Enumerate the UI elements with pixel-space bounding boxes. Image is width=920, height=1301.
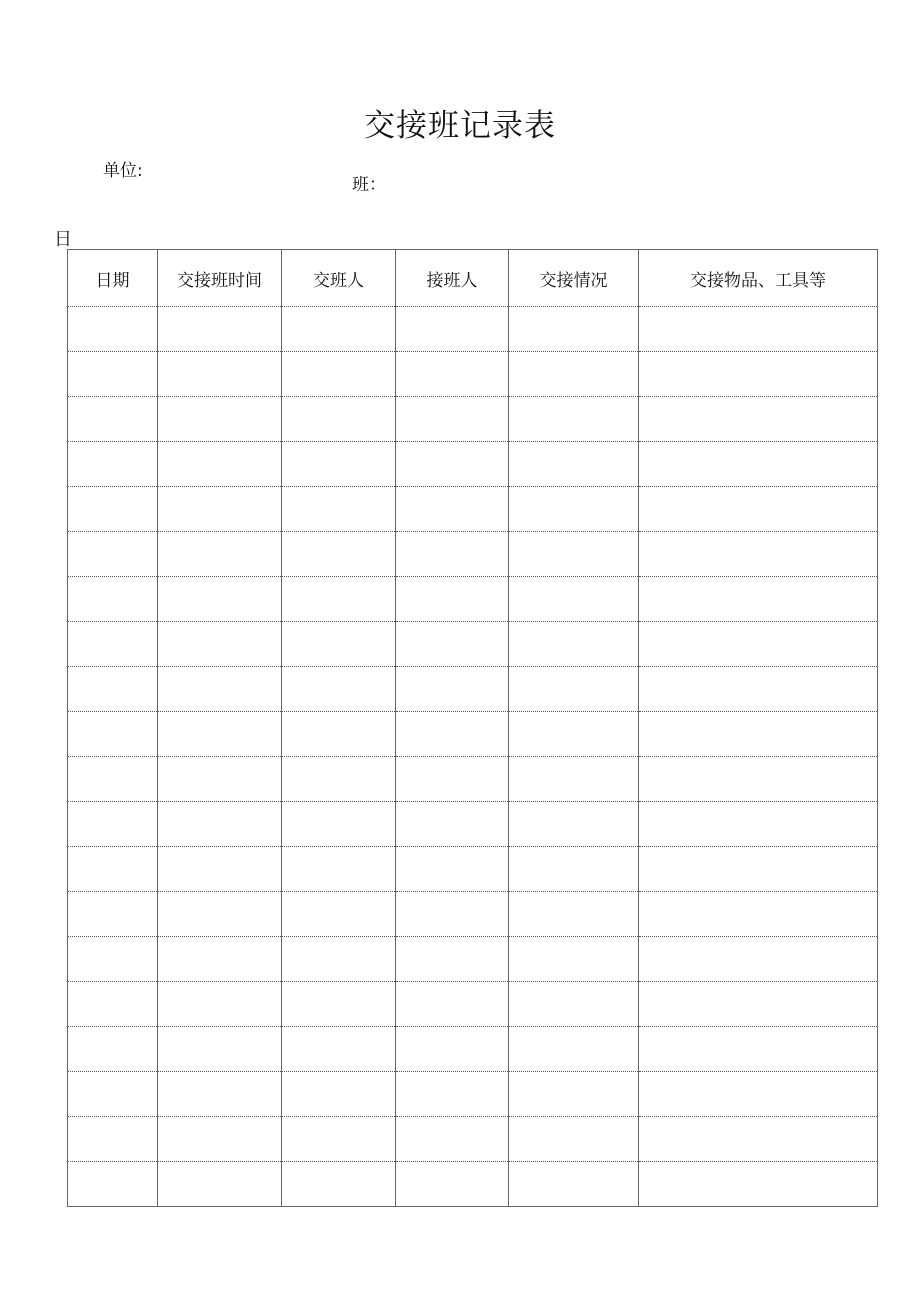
- items-tools-cell[interactable]: [639, 442, 878, 487]
- handover-status-cell[interactable]: [509, 982, 639, 1027]
- table-row: [68, 397, 878, 442]
- handover-status-cell[interactable]: [509, 847, 639, 892]
- items-tools-cell[interactable]: [639, 1162, 878, 1207]
- items-tools-cell[interactable]: [639, 892, 878, 937]
- table-row: [68, 982, 878, 1027]
- incoming-person-cell[interactable]: [396, 712, 509, 757]
- unit-label: 单位:: [103, 161, 143, 181]
- handover-time-cell[interactable]: [158, 442, 282, 487]
- items-tools-cell[interactable]: [639, 937, 878, 982]
- handover-status-cell[interactable]: [509, 442, 639, 487]
- table-row: [68, 442, 878, 487]
- outgoing-person-cell[interactable]: [282, 1162, 396, 1207]
- table-row: [68, 577, 878, 622]
- handover-time-cell[interactable]: [158, 802, 282, 847]
- date-cell[interactable]: [68, 622, 158, 667]
- date-cell[interactable]: [68, 757, 158, 802]
- handover-status-cell[interactable]: [509, 757, 639, 802]
- handover-status-cell[interactable]: [509, 937, 639, 982]
- incoming-person-cell[interactable]: [396, 937, 509, 982]
- table-row: [68, 1162, 878, 1207]
- outgoing-person-cell[interactable]: [282, 937, 396, 982]
- date-cell[interactable]: [68, 397, 158, 442]
- incoming-person-cell[interactable]: [396, 622, 509, 667]
- page-title: 交接班记录表: [364, 108, 556, 144]
- handover-time-cell[interactable]: [158, 622, 282, 667]
- handover-time-cell[interactable]: [158, 397, 282, 442]
- handover-time-cell[interactable]: [158, 892, 282, 937]
- items-tools-cell[interactable]: [639, 1027, 878, 1072]
- handover-record-table: [67, 249, 878, 1207]
- table-row: [68, 757, 878, 802]
- date-cell[interactable]: [68, 982, 158, 1027]
- items-tools-cell[interactable]: [639, 577, 878, 622]
- outgoing-person-cell[interactable]: [282, 802, 396, 847]
- incoming-person-cell[interactable]: [396, 667, 509, 712]
- items-tools-cell[interactable]: [639, 1117, 878, 1162]
- date-cell[interactable]: [68, 352, 158, 397]
- date-cell[interactable]: [68, 712, 158, 757]
- incoming-person-cell[interactable]: [396, 397, 509, 442]
- handover-time-cell[interactable]: [158, 307, 282, 352]
- items-tools-cell[interactable]: [639, 982, 878, 1027]
- items-tools-cell[interactable]: [639, 352, 878, 397]
- outgoing-person-cell[interactable]: [282, 577, 396, 622]
- items-tools-cell[interactable]: [639, 532, 878, 577]
- handover-time-cell[interactable]: [158, 1072, 282, 1117]
- handover-status-cell[interactable]: [509, 487, 639, 532]
- column-header-items-tools: 交接物品、工具等: [639, 250, 878, 307]
- outgoing-person-cell[interactable]: [282, 757, 396, 802]
- outgoing-person-cell[interactable]: [282, 982, 396, 1027]
- handover-time-cell[interactable]: [158, 712, 282, 757]
- date-cell[interactable]: [68, 892, 158, 937]
- handover-status-cell[interactable]: [509, 307, 639, 352]
- outgoing-person-cell[interactable]: [282, 1117, 396, 1162]
- handover-time-cell[interactable]: [158, 982, 282, 1027]
- table-row: [68, 352, 878, 397]
- handover-status-cell[interactable]: [509, 622, 639, 667]
- date-cell[interactable]: [68, 532, 158, 577]
- handover-time-cell[interactable]: [158, 487, 282, 532]
- table-row: [68, 847, 878, 892]
- table-row: [68, 667, 878, 712]
- items-tools-cell[interactable]: [639, 667, 878, 712]
- incoming-person-cell[interactable]: [396, 1117, 509, 1162]
- outgoing-person-cell[interactable]: [282, 1072, 396, 1117]
- incoming-person-cell[interactable]: [396, 982, 509, 1027]
- column-header-incoming-person: 接班人: [396, 250, 509, 307]
- incoming-person-cell[interactable]: [396, 307, 509, 352]
- handover-status-cell[interactable]: [509, 667, 639, 712]
- outgoing-person-cell[interactable]: [282, 1027, 396, 1072]
- table-header-row: [68, 250, 878, 307]
- handover-time-cell[interactable]: [158, 1117, 282, 1162]
- items-tools-cell[interactable]: [639, 757, 878, 802]
- outgoing-person-cell[interactable]: [282, 397, 396, 442]
- date-cell[interactable]: [68, 802, 158, 847]
- date-cell[interactable]: [68, 847, 158, 892]
- handover-time-cell[interactable]: [158, 757, 282, 802]
- table-row: [68, 1027, 878, 1072]
- table-row: [68, 307, 878, 352]
- incoming-person-cell[interactable]: [396, 802, 509, 847]
- table-row: [68, 802, 878, 847]
- outgoing-person-cell[interactable]: [282, 847, 396, 892]
- column-header-outgoing-person: 交班人: [282, 250, 396, 307]
- corner-label: 日: [54, 229, 72, 250]
- items-tools-cell[interactable]: [639, 712, 878, 757]
- handover-status-cell[interactable]: [509, 1117, 639, 1162]
- handover-status-cell[interactable]: [509, 397, 639, 442]
- handover-time-cell[interactable]: [158, 1162, 282, 1207]
- table-row: [68, 712, 878, 757]
- table-row: [68, 487, 878, 532]
- table-body: [68, 307, 878, 1207]
- handover-status-cell[interactable]: [509, 1072, 639, 1117]
- incoming-person-cell[interactable]: [396, 1072, 509, 1117]
- incoming-person-cell[interactable]: [396, 532, 509, 577]
- table-row: [68, 1072, 878, 1117]
- incoming-person-cell[interactable]: [396, 487, 509, 532]
- outgoing-person-cell[interactable]: [282, 352, 396, 397]
- handover-status-cell[interactable]: [509, 712, 639, 757]
- handover-status-cell[interactable]: [509, 352, 639, 397]
- column-header-handover-status: 交接情况: [509, 250, 639, 307]
- handover-time-cell[interactable]: [158, 847, 282, 892]
- items-tools-cell[interactable]: [639, 397, 878, 442]
- incoming-person-cell[interactable]: [396, 847, 509, 892]
- handover-status-cell[interactable]: [509, 532, 639, 577]
- outgoing-person-cell[interactable]: [282, 442, 396, 487]
- outgoing-person-cell[interactable]: [282, 667, 396, 712]
- handover-time-cell[interactable]: [158, 532, 282, 577]
- incoming-person-cell[interactable]: [396, 352, 509, 397]
- handover-status-cell[interactable]: [509, 892, 639, 937]
- incoming-person-cell[interactable]: [396, 1162, 509, 1207]
- date-cell[interactable]: [68, 487, 158, 532]
- outgoing-person-cell[interactable]: [282, 712, 396, 757]
- table-row: [68, 937, 878, 982]
- shift-label: 班：: [352, 175, 386, 195]
- outgoing-person-cell[interactable]: [282, 532, 396, 577]
- column-header-date: 日期: [68, 250, 158, 307]
- incoming-person-cell[interactable]: [396, 442, 509, 487]
- table-row: [68, 1117, 878, 1162]
- date-cell[interactable]: [68, 1027, 158, 1072]
- date-cell[interactable]: [68, 307, 158, 352]
- handover-time-cell[interactable]: [158, 352, 282, 397]
- date-cell[interactable]: [68, 577, 158, 622]
- items-tools-cell[interactable]: [639, 487, 878, 532]
- incoming-person-cell[interactable]: [396, 577, 509, 622]
- incoming-person-cell[interactable]: [396, 1027, 509, 1072]
- date-cell[interactable]: [68, 442, 158, 487]
- handover-time-cell[interactable]: [158, 1027, 282, 1072]
- items-tools-cell[interactable]: [639, 622, 878, 667]
- date-cell[interactable]: [68, 937, 158, 982]
- table-row: [68, 622, 878, 667]
- items-tools-cell[interactable]: [639, 802, 878, 847]
- date-cell[interactable]: [68, 1117, 158, 1162]
- handover-status-cell[interactable]: [509, 577, 639, 622]
- handover-status-cell[interactable]: [509, 1027, 639, 1072]
- items-tools-cell[interactable]: [639, 847, 878, 892]
- incoming-person-cell[interactable]: [396, 757, 509, 802]
- outgoing-person-cell[interactable]: [282, 622, 396, 667]
- column-header-handover-time: 交接班时间: [158, 250, 282, 307]
- date-cell[interactable]: [68, 1072, 158, 1117]
- outgoing-person-cell[interactable]: [282, 487, 396, 532]
- handover-time-cell[interactable]: [158, 937, 282, 982]
- handover-time-cell[interactable]: [158, 667, 282, 712]
- date-cell[interactable]: [68, 667, 158, 712]
- table-row: [68, 892, 878, 937]
- items-tools-cell[interactable]: [639, 307, 878, 352]
- items-tools-cell[interactable]: [639, 1072, 878, 1117]
- handover-status-cell[interactable]: [509, 802, 639, 847]
- outgoing-person-cell[interactable]: [282, 892, 396, 937]
- handover-time-cell[interactable]: [158, 577, 282, 622]
- date-cell[interactable]: [68, 1162, 158, 1207]
- handover-status-cell[interactable]: [509, 1162, 639, 1207]
- outgoing-person-cell[interactable]: [282, 307, 396, 352]
- incoming-person-cell[interactable]: [396, 892, 509, 937]
- table-row: [68, 532, 878, 577]
